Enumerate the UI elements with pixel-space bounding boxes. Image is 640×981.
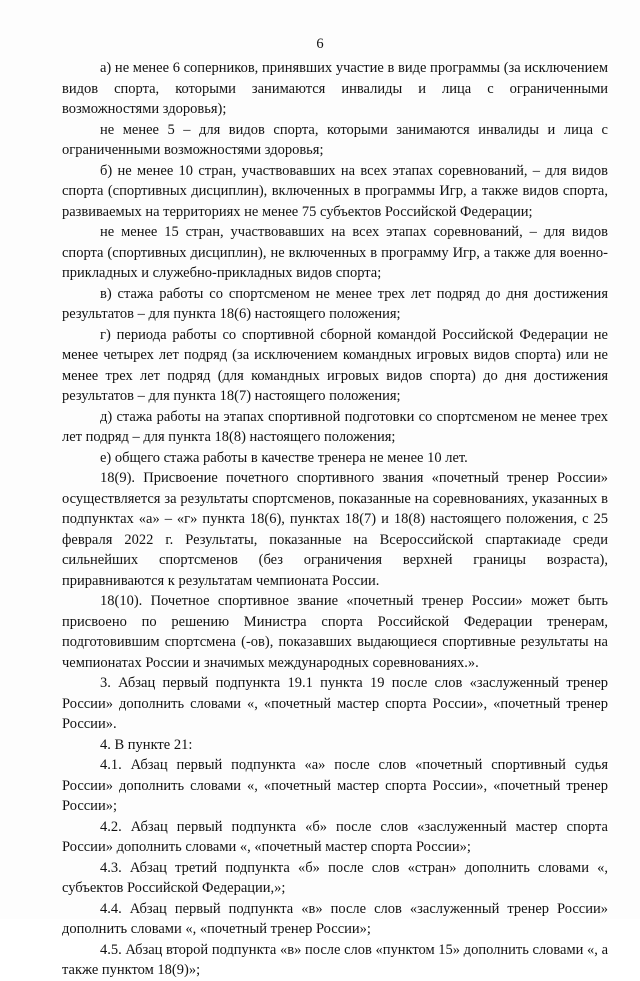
paragraph: 18(10). Почетное спортивное звание «почетный тренер России» может быть присвоено по решению Министра спорта Российской Федерации тренерам, подготовившим спортсмена (-ов), показавших выдающиеся спортивные результаты на чемпионатах России и значимых международных соревнованиях.».: [62, 593, 608, 671]
paragraph: 4.5. Абзац второй подпункта «в» после слов «пунктом 15» дополнить словами «, а также пунктом 18(9)»;: [62, 941, 608, 978]
paragraph: не менее 15 стран, участвовавших на всех этапах соревнований, – для видов спорта (спортивных дисциплин), не включенных в программу Игр, а также для военно-прикладных и служебно-прикладных видов спорта;: [62, 224, 608, 281]
paragraph: 18(9). Присвоение почетного спортивного звания «почетный тренер России» осуществляется за результаты спортсменов, показанные на соревнованиях, указанных в подпунктах «а» – «г» пункта 18(6), пунктах 18(7) и 18(8) настоящего положения, с 25 февраля 2022 г. Результаты, показанные на Всероссийской спартакиаде среди сильнейших спортсменов (без ограничения верхней границы возраста), приравниваются к результатам чемпионата России.: [62, 470, 608, 589]
page-number: 6: [316, 36, 324, 52]
paragraph: г) периода работы со спортивной сборной командой Российской Федерации не менее четырех лет подряд (за исключением командных игровых видов спорта) или не менее трех лет подряд (для командных игровых видов спорта) до дня достижения результатов – для пункта 18(7) настоящего положения;: [62, 326, 608, 404]
paragraph: д) стажа работы на этапах спортивной подготовки со спортсменом не менее трех лет подряд – для пункта 18(8) настоящего положения;: [62, 408, 608, 445]
paragraph: 4.4. Абзац первый подпункта «в» после слов «заслуженный тренер России» дополнить словами «, «почетный тренер России»;: [62, 900, 608, 937]
paragraph: 3. Абзац первый подпункта 19.1 пункта 19 после слов «заслуженный тренер России» дополнить словами «, «почетный мастер спорта России», «почетный тренер России».: [62, 675, 608, 732]
paragraph: в) стажа работы со спортсменом не менее трех лет подряд до дня достижения результатов – для пункта 18(6) настоящего положения;: [62, 285, 608, 322]
document-body: [62, 58, 608, 981]
paragraph: 4.3. Абзац третий подпункта «б» после слов «стран» дополнить словами «, субъектов Российской Федерации,»;: [62, 859, 608, 896]
paragraph: е) общего стажа работы в качестве тренера не менее 10 лет.: [100, 449, 468, 466]
paragraph: 4.2. Абзац первый подпункта «б» после слов «заслуженный мастер спорта России» дополнить словами «, «почетный мастер спорта России»;: [62, 818, 608, 855]
paragraph: 4.1. Абзац первый подпункта «а» после слов «почетный спортивный судья России» дополнить словами «, «почетный мастер спорта России», «почетный тренер России»;: [62, 757, 608, 814]
paragraph: не менее 5 – для видов спорта, которыми занимаются инвалиды и лица с ограниченными возможностями здоровья;: [62, 121, 608, 158]
paragraph: б) не менее 10 стран, участвовавших на всех этапах соревнований, – для видов спорта (спортивных дисциплин), включенных в программы Игр, а также видов спорта, развиваемых на территориях не менее 75 субъектов Российской Федерации;: [62, 162, 608, 220]
paragraph: 4. В пункте 21:: [100, 736, 193, 753]
paragraph: а) не менее 6 соперников, принявших участие в виде программы (за исключением видов спорта, которыми занимаются инвалиды и лица с ограниченными возможностями здоровья);: [62, 60, 608, 117]
